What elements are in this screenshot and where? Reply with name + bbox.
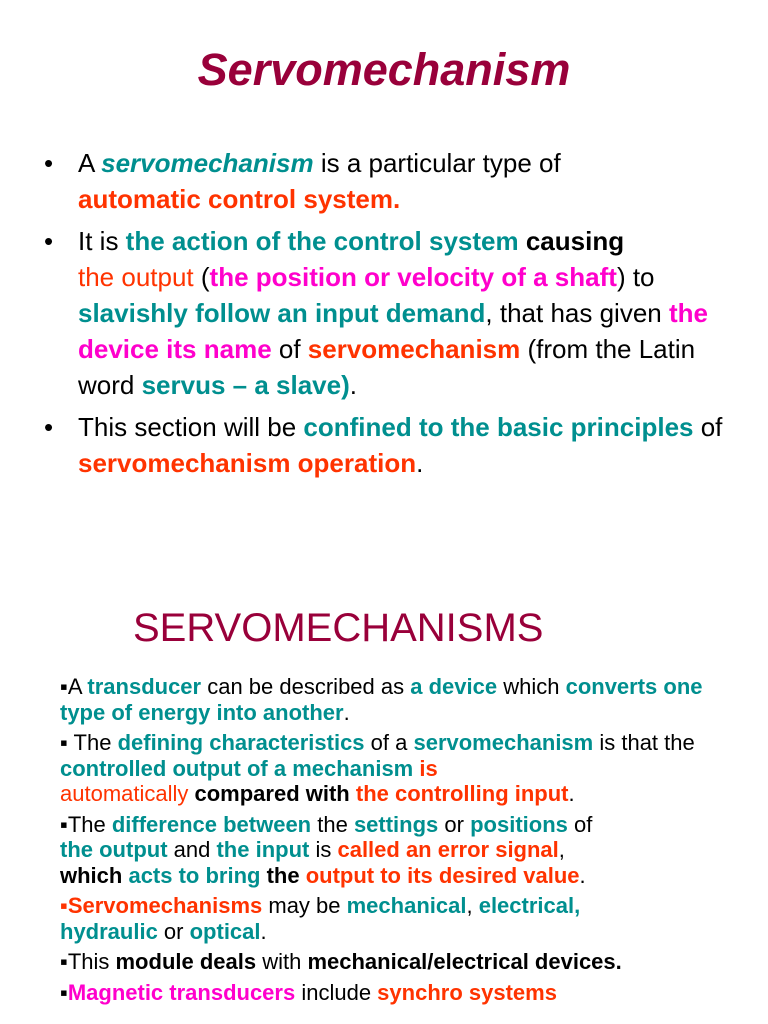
term: automatically <box>60 781 189 806</box>
bullet-square: ▪ <box>60 949 68 974</box>
term: the input <box>216 837 310 862</box>
term: Magnetic transducers <box>67 979 296 1005</box>
text: A <box>78 148 102 178</box>
term: settings <box>353 811 439 837</box>
term: the position or velocity of a shaft <box>209 262 617 292</box>
text: and <box>167 837 217 862</box>
text: or <box>157 918 190 944</box>
bullet-list <box>38 145 738 487</box>
bullet-dot: • <box>44 226 54 256</box>
bullet-dot: • <box>44 148 54 178</box>
bullet-square: ▪ <box>60 893 68 918</box>
text: . <box>568 781 575 806</box>
text: of <box>693 412 723 442</box>
bullet-item <box>60 812 740 889</box>
term: servomechanism operation <box>78 448 417 478</box>
term: the device its name <box>78 298 708 364</box>
text: The <box>67 811 112 837</box>
term: the output <box>60 837 168 862</box>
text: is a particular type of <box>313 148 561 178</box>
term: electrical, <box>478 893 581 918</box>
bullet-item <box>60 949 740 975</box>
bullet-square: ▪ <box>60 811 68 837</box>
term: a device <box>410 674 498 699</box>
term: difference between <box>111 811 312 837</box>
bullet-item <box>38 145 738 217</box>
text: or <box>438 811 471 837</box>
term: the controlling input <box>355 781 569 806</box>
text: It is <box>78 226 126 256</box>
bullet-item <box>60 730 740 807</box>
term: hydraulic <box>60 918 158 944</box>
term: defining characteristics <box>117 730 365 755</box>
text: may be <box>262 893 347 918</box>
text: which <box>497 674 566 699</box>
slide-servomechanisms <box>0 540 768 1024</box>
text: A <box>67 674 88 699</box>
text: . <box>349 370 357 400</box>
bullet-square: ▪ <box>60 730 68 755</box>
term: positions <box>470 811 568 837</box>
text: , that has given <box>485 298 669 328</box>
term: converts one type of energy into another <box>60 674 703 725</box>
text: (from the Latin word <box>78 334 696 400</box>
term: controlled output of a mechanism <box>60 755 414 781</box>
bullet-item <box>38 409 738 481</box>
text: . <box>260 918 267 944</box>
term: output to its desired value <box>305 862 580 888</box>
term: optical <box>189 918 261 944</box>
text: compared with <box>188 781 356 806</box>
bullet-dot: • <box>44 412 54 442</box>
text: which <box>60 862 129 888</box>
text: is that the <box>593 730 695 755</box>
term: called an error signal <box>337 837 559 862</box>
text: with <box>256 949 308 974</box>
text: This <box>67 949 116 974</box>
text: ) to <box>616 262 655 292</box>
text: the <box>260 862 306 888</box>
text: . <box>343 699 350 725</box>
term: slavishly follow an input demand <box>78 298 486 328</box>
text: , <box>466 893 479 918</box>
bullet-square: ▪ <box>60 674 68 699</box>
text: The <box>67 730 118 755</box>
text: of <box>271 334 308 364</box>
text: of a <box>364 730 414 755</box>
term: servomechanism <box>307 334 521 364</box>
term: synchro systems <box>377 979 557 1005</box>
term: automatic control system. <box>78 184 401 214</box>
bullet-item <box>38 223 738 403</box>
bullet-item <box>60 674 740 725</box>
term: servus – a slave) <box>141 370 350 400</box>
term: the output <box>78 262 194 292</box>
term: servomechanism <box>101 148 314 178</box>
term: servomechanism <box>413 730 594 755</box>
text: can be described as <box>201 674 411 699</box>
term: mechanical <box>346 893 467 918</box>
text: module deals <box>115 949 257 974</box>
bullet-square: ▪ <box>60 979 68 1005</box>
text: the <box>311 811 354 837</box>
text: causing <box>518 226 625 256</box>
text: include <box>295 979 378 1005</box>
bullet-item <box>60 893 740 944</box>
text: This section will be <box>78 412 304 442</box>
slide-title: SERVOMECHANISMS <box>133 606 544 650</box>
term: transducer <box>87 674 202 699</box>
text: mechanical/electrical devices. <box>307 949 622 974</box>
text: of <box>567 811 593 837</box>
bullet-list <box>60 674 740 1010</box>
text: . <box>579 862 586 888</box>
term: Servomechanisms <box>67 893 263 918</box>
term: the action of the control system <box>125 226 519 256</box>
term: confined to the basic principles <box>303 412 694 442</box>
text: ( <box>193 262 210 292</box>
text: , <box>558 837 565 862</box>
text: is <box>309 837 338 862</box>
term: acts to bring <box>128 862 261 888</box>
text: . <box>416 448 424 478</box>
bullet-item <box>60 980 740 1006</box>
slide-title: Servomechanism <box>197 44 571 95</box>
term: is <box>413 755 438 781</box>
